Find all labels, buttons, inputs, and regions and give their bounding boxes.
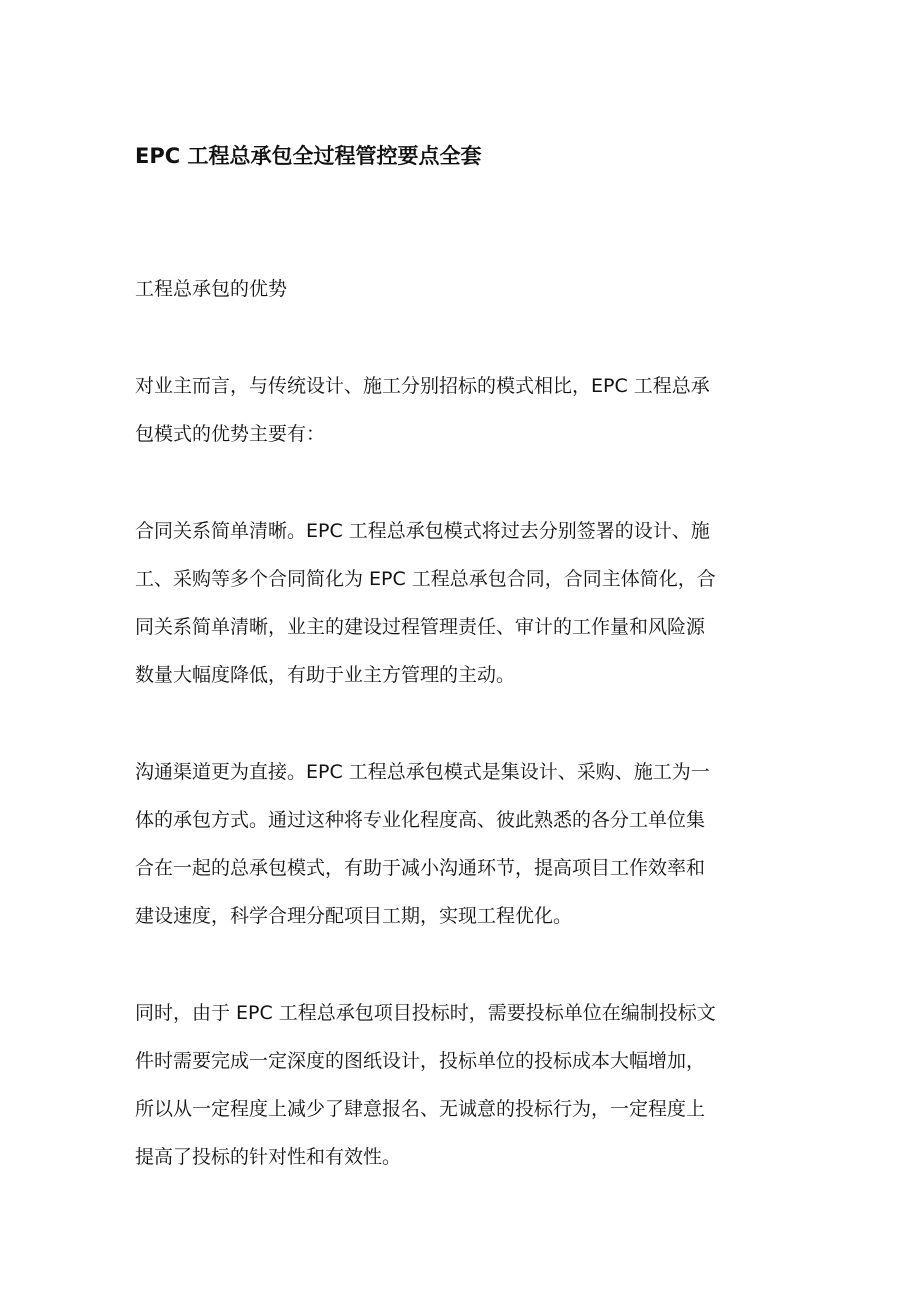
paragraph-intro [135, 362, 795, 458]
paragraph-line: 合同关系简单清晰。EPC 工程总承包模式将过去分别签署的设计、施 [135, 520, 710, 542]
paragraph-line: 所以从一定程度上减少了肆意报名、无诚意的投标行为，一定程度上 [135, 1098, 706, 1120]
section-heading: 工程总承包的优势 [135, 278, 288, 300]
paragraph-line: 建设速度，科学合理分配项目工期，实现工程优化。 [135, 905, 573, 927]
paragraph-contract-relations [135, 507, 795, 699]
paragraph-line: 对业主而言，与传统设计、施工分别招标的模式相比，EPC 工程总承 [135, 375, 710, 397]
document-title: EPC 工程总承包全过程管控要点全套 [135, 144, 482, 168]
paragraph-line: 提高了投标的针对性和有效性。 [135, 1146, 402, 1168]
paragraph-bidding [135, 989, 795, 1181]
paragraph-line: 合在一起的总承包模式，有助于减小沟通环节，提高项目工作效率和 [135, 857, 706, 879]
paragraph-line: 件时需要完成一定深度的图纸设计，投标单位的投标成本大幅增加， [135, 1050, 706, 1072]
paragraph-line: 同时，由于 EPC 工程总承包项目投标时，需要投标单位在编制投标文 [135, 1002, 716, 1024]
paragraph-line: 包模式的优势主要有： [135, 423, 326, 445]
paragraph-line: 数量大幅度降低，有助于业主方管理的主动。 [135, 664, 516, 686]
paragraph-line: 同关系简单清晰，业主的建设过程管理责任、审计的工作量和风险源 [135, 616, 706, 638]
paragraph-line: 体的承包方式。通过这种将专业化程度高、彼此熟悉的各分工单位集 [135, 809, 706, 831]
paragraph-line: 工、采购等多个合同简化为 EPC 工程总承包合同，合同主体简化，合 [135, 568, 716, 590]
paragraph-line: 沟通渠道更为直接。EPC 工程总承包模式是集设计、采购、施工为一 [135, 761, 710, 783]
paragraph-communication [135, 748, 795, 940]
